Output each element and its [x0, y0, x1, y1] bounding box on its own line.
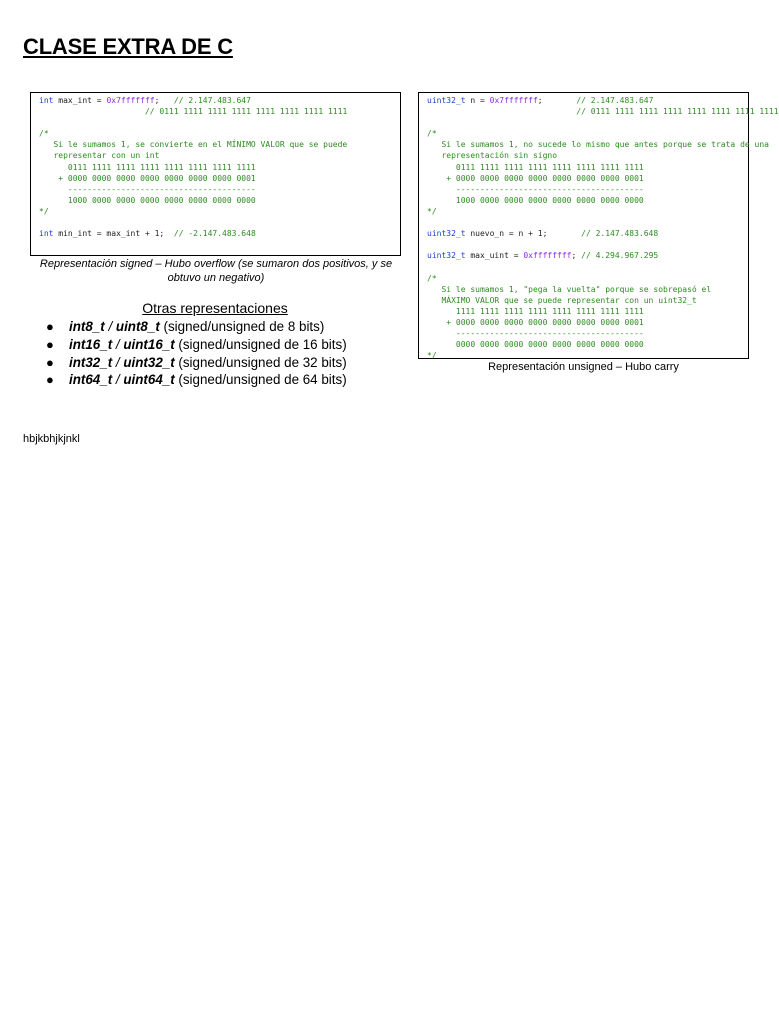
- code-token: // 0111 1111 1111 1111 1111 1111 1111 1111: [576, 107, 779, 117]
- code-token: nuevo_n = n + 1;: [465, 229, 582, 239]
- code-screenshot-unsigned: [418, 92, 779, 361]
- code-line: [39, 139, 400, 150]
- code-token: + 0000 0000 0000 0000 0000 0000 0000 0001: [427, 173, 644, 183]
- code-line: [39, 162, 400, 173]
- type-separator: /: [112, 372, 124, 388]
- code-line: [427, 184, 748, 195]
- code-token: ;: [154, 96, 174, 105]
- code-token: // 2.147.483.648: [581, 229, 659, 239]
- code-line: [427, 295, 748, 306]
- code-line: [427, 173, 748, 184]
- code-token: */: [427, 351, 437, 361]
- code-token: 0111 1111 1111 1111 1111 1111 1111 1111: [427, 162, 644, 172]
- type-separator: /: [104, 319, 116, 334]
- code-line: [427, 250, 748, 261]
- list-item: [46, 336, 347, 354]
- code-token: 0x7fffffff: [489, 96, 538, 105]
- code-token: max_int =: [53, 96, 107, 105]
- code-token: uint32_t: [427, 96, 466, 105]
- code-token: 1000 0000 0000 0000 0000 0000 0000 0000: [39, 195, 256, 205]
- document-title: CLASE EXTRA DE C: [23, 34, 233, 59]
- type-separator: /: [112, 354, 124, 370]
- code-line: [427, 284, 748, 295]
- code-token: [39, 107, 145, 116]
- code-token: 1000 0000 0000 0000 0000 0000 0000 0000: [427, 195, 644, 205]
- code-line: [427, 95, 748, 106]
- code-token: // 2.147.483.647: [576, 96, 654, 105]
- code-line: [427, 139, 769, 150]
- code-line: [427, 328, 748, 339]
- code-line: [39, 184, 400, 195]
- code-token: representación sin signo: [427, 151, 558, 161]
- code-line: [427, 162, 748, 173]
- code-token: */: [427, 206, 437, 216]
- code-token: Si le sumamos 1, no sucede lo mismo que antes porque se trata de una: [427, 140, 769, 150]
- code-token: // 0111 1111 1111 1111 1111 1111 1111 1111: [144, 107, 348, 117]
- type-description: (signed/unsigned de 16 bits): [174, 336, 347, 352]
- code-token: uint32_t: [427, 229, 466, 239]
- code-line: [39, 173, 400, 184]
- unsigned-type: uint64_t: [123, 372, 175, 388]
- unsigned-type: uint8_t: [115, 319, 160, 334]
- code-token: ;: [571, 251, 582, 261]
- code-token: */: [39, 206, 49, 216]
- code-line: [427, 206, 748, 217]
- code-token: ---------------------------------------: [427, 184, 644, 194]
- list-item: [46, 371, 347, 389]
- code-token: [427, 107, 576, 116]
- caption-signed: Representación signed – Hubo overflow (se sumaron dos positivos, y se obtuvo un negativo): [39, 258, 393, 284]
- caption-unsigned: Representación unsigned – Hubo carry: [488, 361, 679, 373]
- code-line: [427, 273, 748, 284]
- code-line: [427, 106, 779, 117]
- code-token: // -2.147.483.648: [173, 229, 256, 239]
- code-token: ;: [537, 96, 577, 105]
- code-token: int: [39, 96, 54, 105]
- code-token: int: [39, 229, 54, 239]
- list-item: [46, 318, 347, 336]
- code-line: [427, 117, 748, 128]
- code-token: 1111 1111 1111 1111 1111 1111 1111 1111: [427, 306, 644, 316]
- code-token: max_uint =: [465, 251, 524, 261]
- code-token: Si le sumamos 1, se convierte en el MÍNIMO VALOR que se puede: [39, 140, 348, 150]
- code-token: ---------------------------------------: [39, 184, 256, 194]
- code-line: [39, 95, 400, 106]
- footer-text: hbjkbhjkjnkl: [23, 433, 80, 445]
- bullet-icon: ●: [46, 319, 54, 334]
- code-line: [427, 228, 748, 239]
- code-line: [39, 217, 400, 228]
- code-line: [427, 306, 748, 317]
- code-line: [39, 195, 400, 206]
- code-token: /*: [427, 273, 437, 283]
- code-line: [39, 106, 400, 117]
- code-line: [427, 195, 748, 206]
- code-line: [427, 261, 748, 272]
- code-token: 0111 1111 1111 1111 1111 1111 1111 1111: [39, 162, 256, 172]
- code-token: 0x7fffffff: [106, 96, 155, 105]
- code-token: MÁXIMO VALOR que se puede representar con un uint32_t: [427, 295, 697, 305]
- code-token: + 0000 0000 0000 0000 0000 0000 0000 0001: [427, 317, 644, 327]
- code-token: 0xffffffff: [523, 251, 572, 261]
- code-token: 0000 0000 0000 0000 0000 0000 0000 0000: [427, 340, 644, 350]
- code-line: [427, 339, 748, 350]
- bullet-icon: ●: [46, 354, 54, 370]
- code-token: // 2.147.483.647: [173, 96, 251, 105]
- signed-type: int8_t: [69, 319, 105, 334]
- signed-type: int16_t: [69, 336, 113, 352]
- code-line: [39, 117, 400, 128]
- representations-list: [46, 318, 347, 389]
- code-token: Si le sumamos 1, "pega la vuelta" porque se sobrepasó el: [427, 284, 712, 294]
- code-token: /*: [427, 129, 437, 139]
- type-separator: /: [112, 336, 124, 352]
- section-heading: Otras representaciones: [142, 300, 288, 316]
- code-line: [427, 239, 748, 250]
- unsigned-type: uint16_t: [123, 336, 175, 352]
- list-item: [46, 354, 347, 372]
- signed-type: int32_t: [69, 354, 113, 370]
- code-token: uint32_t: [427, 251, 466, 261]
- code-screenshot-signed: [30, 92, 401, 256]
- code-token: min_int = max_int + 1;: [53, 229, 174, 239]
- code-line: [39, 228, 400, 239]
- code-line: [427, 150, 748, 161]
- code-line: [39, 206, 400, 217]
- code-line: [39, 128, 400, 139]
- type-description: (signed/unsigned de 32 bits): [174, 354, 347, 370]
- type-description: (signed/unsigned de 8 bits): [159, 319, 325, 334]
- code-token: // 4.294.967.295: [581, 251, 659, 261]
- code-line: [427, 128, 748, 139]
- type-description: (signed/unsigned de 64 bits): [174, 372, 347, 388]
- code-token: representar con un int: [39, 151, 160, 161]
- code-line: [39, 150, 400, 161]
- unsigned-type: uint32_t: [123, 354, 175, 370]
- code-token: /*: [39, 129, 49, 139]
- code-token: + 0000 0000 0000 0000 0000 0000 0000 0001: [39, 173, 256, 183]
- code-line: [427, 317, 748, 328]
- bullet-icon: ●: [46, 372, 54, 388]
- signed-type: int64_t: [69, 372, 113, 388]
- code-token: ---------------------------------------: [427, 328, 644, 338]
- bullet-icon: ●: [46, 336, 54, 352]
- code-token: n =: [465, 96, 490, 105]
- code-line: [427, 217, 748, 228]
